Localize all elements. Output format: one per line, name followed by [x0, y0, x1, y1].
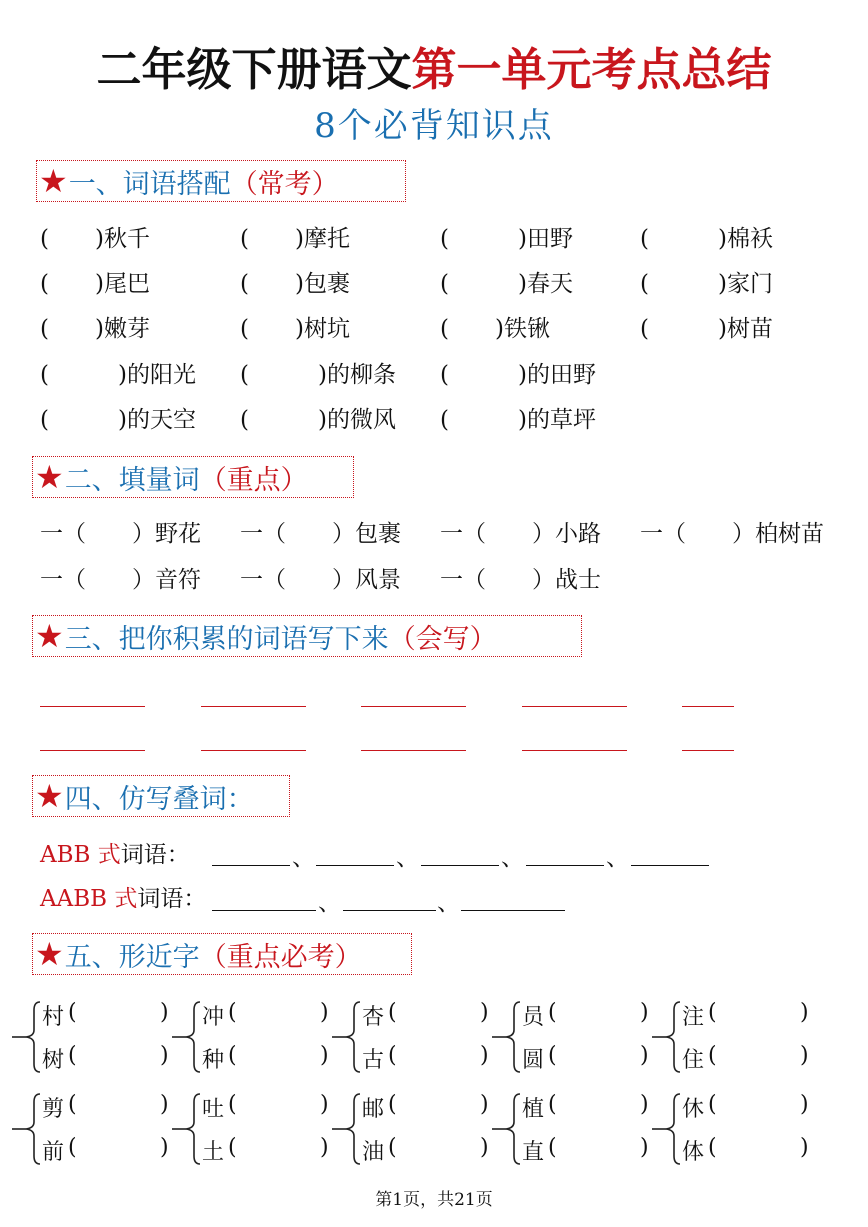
abb-blank[interactable] [526, 865, 604, 866]
collocation-item: ( )棉袄 [640, 226, 773, 252]
collocation-item: ( )嫩芽 [40, 316, 150, 342]
similar-char: 植 [522, 1097, 545, 1122]
measure-item: 一（ ）音符 [40, 567, 201, 593]
brace-icon [492, 992, 522, 1082]
section-3-title: 三、把你积累的词语写下来 [64, 623, 389, 655]
similar-char: 杏 [362, 1005, 385, 1030]
similar-char: 休 [682, 1097, 705, 1122]
separator: 、 [437, 890, 460, 916]
paren-open: ( [68, 1135, 77, 1160]
measure-item: 一（ ）野花 [40, 521, 201, 547]
paren-close: ) [160, 1135, 169, 1160]
aabb-prefix: AABB 式 [40, 886, 138, 912]
paren-open: ( [388, 1135, 397, 1160]
measure-item: 一（ ）风景 [240, 567, 401, 593]
star-icon: ★ [35, 935, 64, 973]
paren-open: ( [228, 1135, 237, 1160]
similar-char: 注 [682, 1005, 705, 1030]
measure-item: 一（ ）包裹 [240, 521, 401, 547]
section-1-title: 一、词语搭配 [68, 168, 231, 200]
abb-blank[interactable] [631, 865, 709, 866]
separator: 、 [318, 890, 341, 916]
collocation-item: ( )的天空 [40, 407, 196, 433]
similar-char-group [332, 992, 492, 1082]
blank-line[interactable] [361, 750, 466, 751]
paren-close: ) [320, 1135, 329, 1160]
paren-open: ( [228, 1092, 237, 1117]
collocation-item: ( )的阳光 [40, 362, 196, 388]
star-icon: ★ [35, 617, 64, 655]
brace-icon [172, 1084, 202, 1174]
section-5-tag: （重点必考） [199, 941, 362, 973]
similar-char: 住 [682, 1048, 705, 1073]
aabb-label [40, 884, 206, 914]
paren-open: ( [68, 1043, 77, 1068]
paren-open: ( [548, 1000, 557, 1025]
section-1-tag: （常考） [230, 168, 339, 200]
similar-char: 员 [522, 1005, 545, 1030]
aabb-suffix: 词语： [137, 886, 207, 912]
similar-char: 前 [42, 1140, 65, 1165]
paren-close: ) [640, 1043, 649, 1068]
brace-icon [332, 992, 362, 1082]
brace-icon [492, 1084, 522, 1174]
paren-open: ( [708, 1043, 717, 1068]
abb-blank[interactable] [212, 865, 290, 866]
brace-icon [332, 1084, 362, 1174]
collocation-item: ( )田野 [440, 226, 573, 252]
blank-line[interactable] [522, 750, 627, 751]
aabb-blank[interactable] [461, 910, 565, 911]
similar-char: 体 [682, 1140, 705, 1165]
separator: 、 [606, 845, 629, 871]
paren-open: ( [548, 1135, 557, 1160]
blank-line[interactable] [361, 706, 466, 707]
brace-icon [652, 992, 682, 1082]
similar-char-group [492, 992, 652, 1082]
blank-line[interactable] [522, 706, 627, 707]
page-footer: 第1页，共21页 [375, 1190, 493, 1210]
section-1-header [36, 160, 406, 202]
collocation-item: ( )树坑 [240, 316, 350, 342]
abb-prefix: ABB 式 [40, 842, 121, 868]
similar-char: 古 [362, 1048, 385, 1073]
section-2-tag: （重点） [199, 464, 308, 496]
paren-close: ) [800, 1092, 809, 1117]
paren-open: ( [708, 1135, 717, 1160]
collocation-item: ( )摩托 [240, 226, 350, 252]
paren-open: ( [388, 1092, 397, 1117]
page-subtitle: 8个必背知识点 [314, 106, 554, 146]
paren-open: ( [228, 1043, 237, 1068]
section-2-title: 二、填量词 [64, 464, 200, 496]
section-5-header [32, 933, 412, 975]
similar-char: 土 [202, 1140, 225, 1165]
blank-line[interactable] [201, 750, 306, 751]
paren-close: ) [480, 1092, 489, 1117]
star-icon: ★ [35, 458, 64, 496]
paren-close: ) [800, 1000, 809, 1025]
similar-char-group [492, 1084, 652, 1174]
similar-char-group [12, 992, 172, 1082]
paren-open: ( [68, 1092, 77, 1117]
similar-char: 油 [362, 1140, 385, 1165]
separator: 、 [501, 845, 524, 871]
measure-item: 一（ ）柏树苗 [640, 521, 824, 547]
blank-line[interactable] [201, 706, 306, 707]
similar-char-group [172, 1084, 332, 1174]
measure-item: 一（ ）小路 [440, 521, 601, 547]
paren-open: ( [548, 1092, 557, 1117]
similar-char: 直 [522, 1140, 545, 1165]
blank-line[interactable] [682, 706, 734, 707]
star-icon: ★ [35, 777, 64, 815]
page-title [0, 40, 868, 100]
similar-char-group [652, 1084, 812, 1174]
similar-char: 圆 [522, 1048, 545, 1073]
similar-char: 剪 [42, 1097, 65, 1122]
title-red: 第一单元考点总结 [411, 43, 772, 96]
paren-close: ) [160, 1043, 169, 1068]
collocation-item: ( )的田野 [440, 362, 596, 388]
paren-open: ( [228, 1000, 237, 1025]
brace-icon [652, 1084, 682, 1174]
similar-char-group [12, 1084, 172, 1174]
similar-char: 冲 [202, 1005, 225, 1030]
paren-open: ( [388, 1000, 397, 1025]
collocation-item: ( )的草坪 [440, 407, 596, 433]
paren-close: ) [480, 1043, 489, 1068]
similar-char: 种 [202, 1048, 225, 1073]
similar-char-group [172, 992, 332, 1082]
blank-line[interactable] [682, 750, 734, 751]
abb-label [40, 840, 190, 870]
star-icon: ★ [39, 162, 68, 200]
section-3-tag: （会写） [388, 623, 497, 655]
collocation-item: ( )尾巴 [40, 271, 150, 297]
paren-close: ) [160, 1092, 169, 1117]
collocation-item: ( )铁锹 [440, 316, 550, 342]
brace-icon [12, 992, 42, 1082]
abb-blank[interactable] [421, 865, 499, 866]
section-2-header [32, 456, 354, 498]
abb-suffix: 词语： [120, 842, 190, 868]
similar-char-group [332, 1084, 492, 1174]
section-3-header [32, 615, 582, 657]
paren-open: ( [708, 1092, 717, 1117]
collocation-item: ( )树苗 [640, 316, 773, 342]
paren-close: ) [800, 1135, 809, 1160]
paren-close: ) [800, 1043, 809, 1068]
collocation-item: ( )秋千 [40, 226, 150, 252]
similar-char: 邮 [362, 1097, 385, 1122]
paren-close: ) [480, 1000, 489, 1025]
section-4-header [32, 775, 290, 817]
collocation-item: ( )的柳条 [240, 362, 396, 388]
similar-char-group [652, 992, 812, 1082]
paren-close: ) [320, 1000, 329, 1025]
collocation-item: ( )包裹 [240, 271, 350, 297]
section-5-title: 五、形近字 [64, 941, 200, 973]
aabb-blank[interactable] [212, 910, 316, 911]
paren-close: ) [320, 1092, 329, 1117]
paren-close: ) [640, 1092, 649, 1117]
abb-blank[interactable] [316, 865, 394, 866]
blank-line[interactable] [40, 750, 145, 751]
paren-close: ) [640, 1135, 649, 1160]
brace-icon [12, 1084, 42, 1174]
title-black: 二年级下册语文 [96, 43, 412, 96]
paren-close: ) [160, 1000, 169, 1025]
similar-char: 树 [42, 1048, 65, 1073]
section-4-title: 四、仿写叠词： [64, 783, 254, 815]
measure-item: 一（ ）战士 [440, 567, 601, 593]
blank-line[interactable] [40, 706, 145, 707]
paren-open: ( [548, 1043, 557, 1068]
separator: 、 [292, 845, 315, 871]
brace-icon [172, 992, 202, 1082]
similar-char: 吐 [202, 1097, 225, 1122]
paren-close: ) [320, 1043, 329, 1068]
similar-char: 村 [42, 1005, 65, 1030]
paren-open: ( [388, 1043, 397, 1068]
paren-open: ( [68, 1000, 77, 1025]
collocation-item: ( )家门 [640, 271, 773, 297]
collocation-item: ( )春天 [440, 271, 573, 297]
aabb-blank[interactable] [343, 910, 436, 911]
paren-close: ) [480, 1135, 489, 1160]
paren-open: ( [708, 1000, 717, 1025]
paren-close: ) [640, 1000, 649, 1025]
separator: 、 [396, 845, 419, 871]
collocation-item: ( )的微风 [240, 407, 396, 433]
